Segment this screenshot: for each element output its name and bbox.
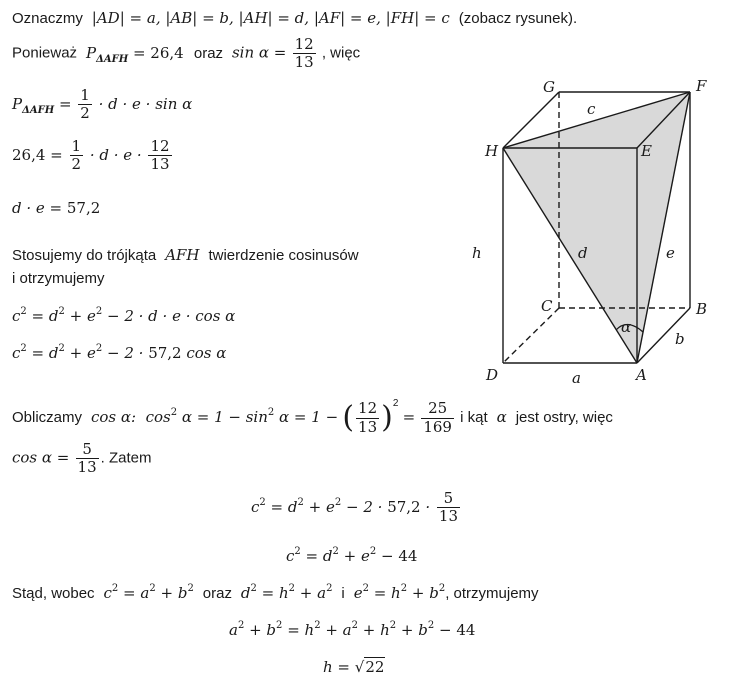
cosine-law-substituted: $c^2 = d^2 + e^2 - 2 \cdot 57,2$ cos α [12, 343, 227, 362]
cosine-law-formula: $c^2 = d^2 + e^2 - 2 \cdot d \cdot e \cdot \cos \alpha$ [12, 306, 236, 325]
label-e: e [666, 244, 675, 262]
intro-tail-text: (zobacz rysunek). [458, 10, 578, 27]
half-fraction: $\frac{1}{2}$ [80, 86, 90, 123]
stad-line: Stąd, wobec $c^2 = a^2 + b^2$ oraz $d^2 = h^2 + a^2$ i $e^2 = h^2 + b^2$, otrzymujemy [12, 583, 539, 602]
label-c: c [587, 100, 596, 118]
area-value: 26,4 [150, 43, 184, 62]
area-formula: $P_{\Delta AFH}$ = $\frac{1}{2}$ · d · e · sin α [12, 86, 193, 123]
cos2-fraction: $\frac{25}{169}$ [423, 399, 452, 436]
oraz-text: oraz [193, 44, 224, 62]
half-fraction-2: $\frac{1}{2}$ [71, 137, 82, 174]
wiec-text: , więc [321, 44, 361, 62]
area-substitution: 26,4 = $\frac{1}{2}$ · d · e · $\frac{12}{13}$ [12, 137, 170, 174]
cosine-law-final-2: $c^2 = d^2 + e^2 - 44$ [286, 546, 418, 565]
label-C: C [541, 297, 553, 315]
label-E: E [641, 142, 652, 160]
area-symbol: $P_{\Delta AFH} = 26,4$ [81, 43, 184, 65]
label-d: d [578, 244, 588, 262]
label-H: H [485, 142, 499, 160]
sin-fraction-3: $\frac{12}{13}$ [358, 399, 378, 436]
label-D: D [486, 366, 499, 384]
de-product: d · e = 57,2 [12, 199, 101, 217]
sin-fraction-2: $\frac{12}{13}$ [150, 137, 170, 174]
sin-alpha-expr: sin α = [227, 43, 287, 62]
cos-calculation: Obliczamy cos α: $\cos^2 \alpha = 1 - \sin^2 \alpha = 1$ − ( $\frac{12}{13}$ )$^2$ = $\frac{25}{169}$ i kąt α jest ostry, więc [12, 398, 613, 436]
label-b: b [675, 330, 685, 348]
intro-text: Oznaczmy [12, 10, 83, 27]
cosine-law-final-1: $c^2 = d^2 + e^2 - 2 \cdot 57,2$ · $\frac{5}{13}$ [251, 489, 458, 526]
cosine-law-intro: Stosujemy do trójkąta AFH twierdzenie cosinusów [12, 246, 359, 264]
triangle-afh [503, 92, 690, 363]
label-h: h [472, 244, 482, 262]
sin-numerator: 12 [294, 35, 314, 53]
label-alpha: α [621, 318, 632, 336]
sum-equation: $a^2 + b^2 = h^2 + a^2 + h^2 + b^2 - 44$ [229, 620, 476, 639]
ponieważ-text: Ponieważ [12, 44, 78, 62]
label-A: A [636, 366, 647, 384]
cos-fraction: $\frac{5}{13}$ [77, 440, 97, 477]
cos-fraction-2: $\frac{5}{13}$ [438, 489, 458, 526]
sin-denominator: 13 [294, 53, 314, 72]
otrzymujemy-line: i otrzymujemy [12, 270, 105, 287]
label-F: F [696, 77, 707, 95]
definitions-formula: |AD| = a, |AB| = b, |AH| = d, |AF| = e, |FH| = c [87, 9, 455, 27]
label-a: a [572, 369, 581, 387]
label-B: B [696, 300, 708, 318]
label-G: G [543, 78, 555, 96]
cos-value-line: cos α = $\frac{5}{13}$ . Zatem [12, 440, 152, 477]
h-result: h = √22 [323, 658, 385, 676]
